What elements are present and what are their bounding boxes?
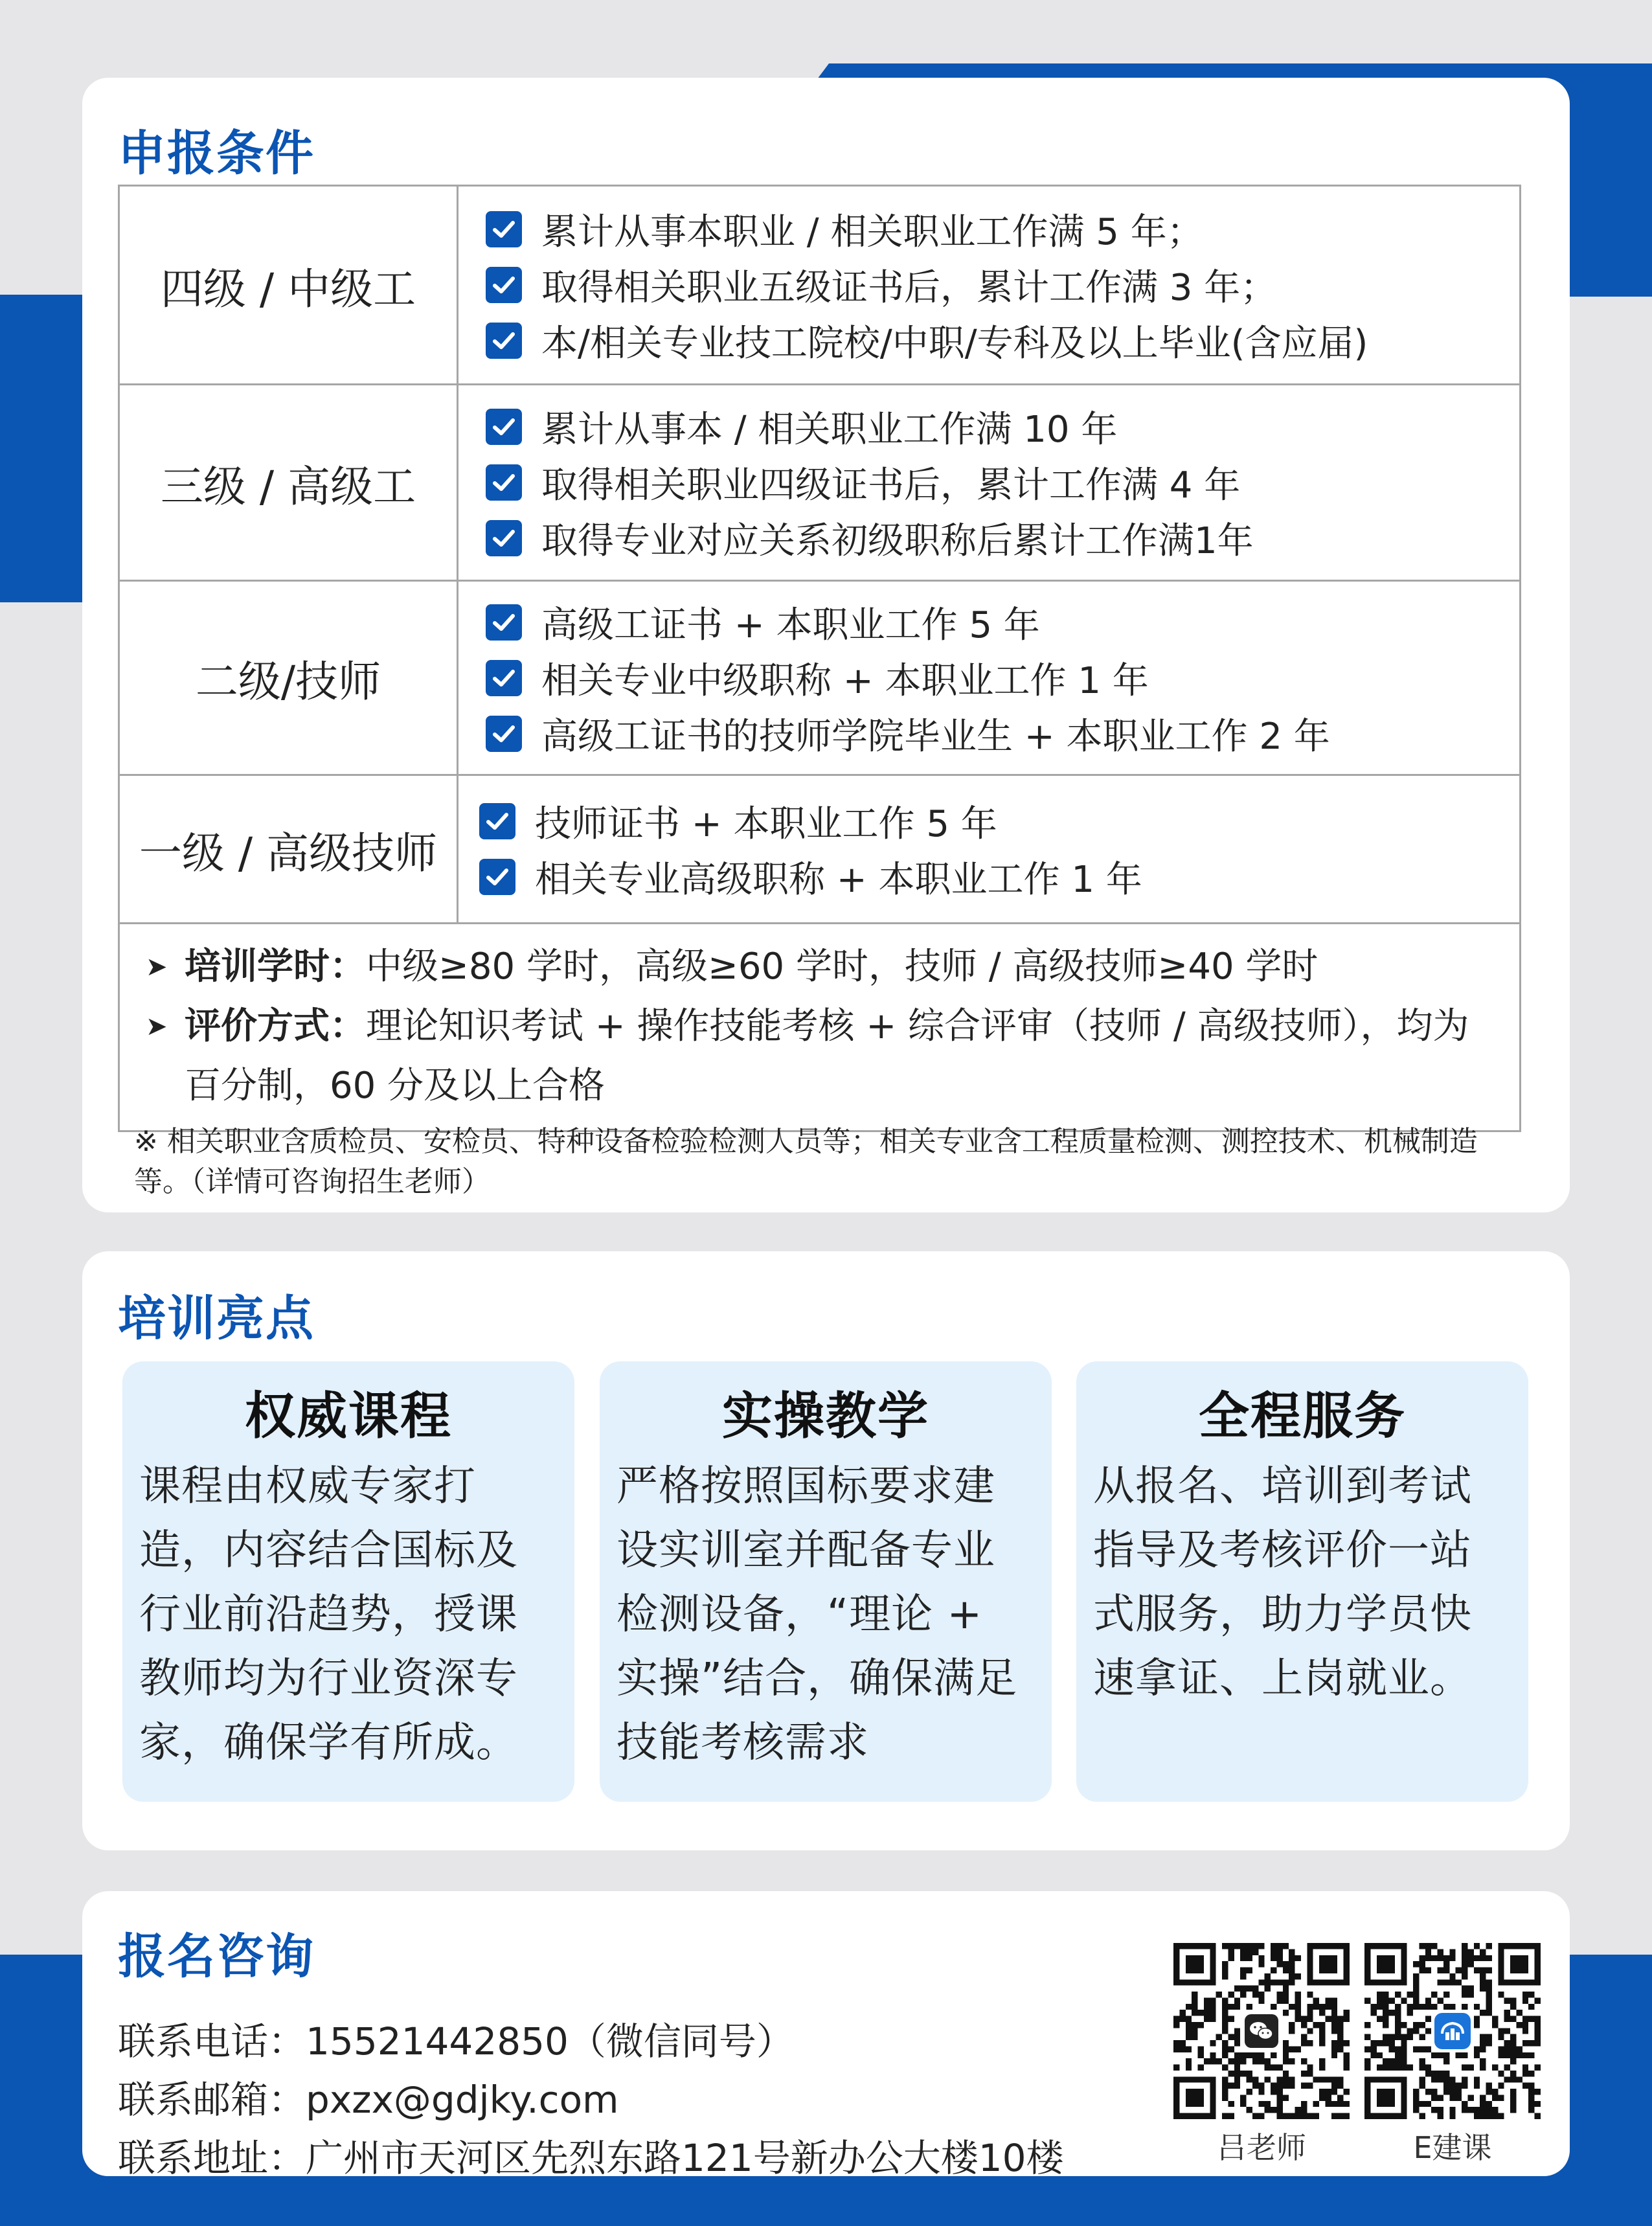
checkbox-checked-icon [486,211,522,247]
list-item: 累计从事本职业 / 相关职业工作满 5 年； [486,201,1519,257]
checkbox-checked-icon [486,267,522,303]
highlight-title: 实操教学 [721,1387,929,1446]
level-label: 二级/技师 [120,582,458,774]
note-item [146,997,1493,1116]
highlight-box [122,1361,574,1802]
list-item: 累计从事本 / 相关职业工作满 10 年 [486,399,1519,455]
list-item: 高级工证书 + 本职业工作 5 年 [486,595,1519,650]
list-item: 技师证书 + 本职业工作 5 年 [479,793,1519,849]
table-row [120,582,1519,776]
phone-number[interactable]: 15521442850（微信同号） [306,2019,794,2063]
highlight-box [1076,1361,1528,1802]
qr-caption: 吕老师 [1217,2130,1306,2165]
table-row [120,385,1519,582]
checkbox-checked-icon [479,803,515,839]
note-item [146,937,1493,997]
list-item: 相关专业中级职称 + 本职业工作 1 年 [486,650,1519,706]
email-link[interactable]: pxzx@gdjky.com [306,2078,619,2122]
list-item: 取得相关职业五级证书后，累计工作满 3 年； [486,257,1519,313]
level-label: 四级 / 中级工 [120,187,458,383]
decor-left [0,295,84,602]
checkbox-checked-icon [486,409,522,445]
highlight-desc: 课程由权威专家打造，内容结合国标及行业前沿趋势，授课教师均为行业资深专家，确保学有所成。 [139,1462,518,1767]
condition-list [458,385,1519,580]
level-label: 三级 / 高级工 [120,385,458,580]
list-item: 相关专业高级职称 + 本职业工作 1 年 [479,849,1519,905]
highlights-title: 培训亮点 [118,1291,315,1346]
footnote: ※ 相关职业含质检员、安检员、特种设备检验检测人员等；相关专业含工程质量检测、测控技术、机械制造等。（详情可咨询招生老师） [134,1125,1478,1198]
checkbox-checked-icon [486,604,522,641]
contact-phone: 联系电话：15521442850（微信同号） [118,2019,794,2063]
conditions-title: 申报条件 [118,126,315,181]
conditions-card [82,78,1570,1212]
checkbox-checked-icon [486,520,522,556]
condition-list [458,187,1519,383]
contact-address: 联系地址：广州市天河区先烈东路121号新办公大楼10楼 [118,2136,1064,2180]
qr-code-wechat[interactable] [1173,1943,1350,2119]
arrow-right-icon: ➤ [146,1012,168,1041]
note-text: 理论知识考试 + 操作技能考核 + 综合评审（技师 / 高级技师），均为百分制，60 分及以上合格 [185,1005,1469,1107]
contact-title: 报名咨询 [118,1929,315,1984]
arrow-right-icon: ➤ [146,952,168,982]
qr-code-ejianke[interactable] [1364,1943,1541,2119]
level-label: 一级 / 高级技师 [120,776,458,922]
contact-email: 联系邮箱：pxzx@gdjky.com [118,2078,619,2122]
checkbox-checked-icon [486,660,522,696]
highlight-box [600,1361,1052,1802]
highlight-desc: 从报名、培训到考试指导及考核评价一站式服务，助力学员快速拿证、上岗就业。 [1093,1462,1472,1703]
list-item: 取得相关职业四级证书后，累计工作满 4 年 [486,455,1519,510]
list-item: 高级工证书的技师学院毕业生 + 本职业工作 2 年 [486,706,1519,762]
list-item: 取得专业对应关系初级职称后累计工作满1年 [486,510,1519,566]
highlight-title: 权威课程 [244,1387,452,1446]
highlight-title: 全程服务 [1198,1387,1406,1446]
checkbox-checked-icon [486,716,522,752]
contact-card [82,1891,1570,2180]
table-row [120,187,1519,385]
note-text: 中级≥80 学时，高级≥60 学时，技师 / 高级技师≥40 学时 [366,946,1318,988]
wechat-icon [1242,2012,1281,2050]
ejianke-logo-icon [1432,2010,1473,2052]
highlights-card [82,1251,1570,1850]
condition-list [458,776,1519,922]
condition-list [458,582,1519,774]
checkbox-checked-icon [486,323,522,359]
training-notes [120,924,1519,1130]
table-row [120,776,1519,924]
list-item: 本/相关专业技工院校/中职/专科及以上毕业(含应届) [486,313,1519,369]
highlight-desc: 严格按照国标要求建设实训室并配备专业检测设备，“理论 + 实操”结合，确保满足技能考核需求 [617,1462,1018,1767]
address-text: 广州市天河区先烈东路121号新办公大楼10楼 [306,2136,1064,2180]
note-label: 培训学时： [185,946,366,988]
checkbox-checked-icon [479,859,515,895]
checkbox-checked-icon [486,464,522,501]
note-label: 评价方式： [185,1005,366,1047]
qr-caption: E建课 [1413,2130,1492,2165]
conditions-table [118,185,1521,1132]
